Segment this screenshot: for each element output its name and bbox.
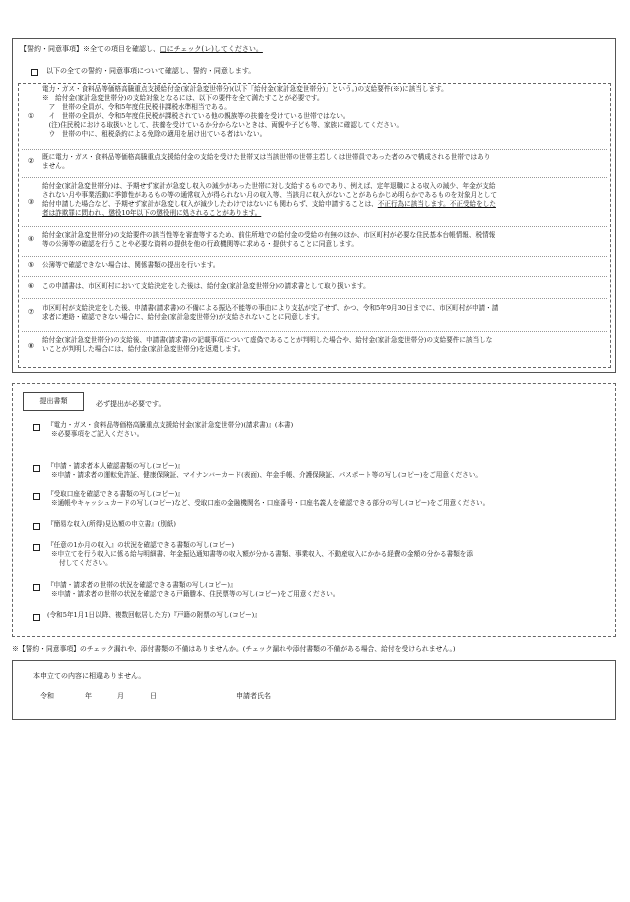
consent-item-6: ⑥ この申請書は、市区町村において支給決定をした後は、給付金(家計急変世帯分)の請求書として取り扱います。 — [27, 282, 370, 290]
consent-item-8: ⑧ 給付金(家計急変世帯分)の支給後、申請書(請求書)の記載事項について虚偽であることが判明した場合や、給付金(家計急変世帯分)の支給要件に該当しな いことが判明した場合には、給付金(家計急変世帯分)を返還します。 — [27, 336, 493, 354]
doc-item-household: 『申請・請求者の世帯の状況を確認できる書類の写し(コピー)』 ※申請・請求者の世帯の状況を確認できる戸籍謄本、住民票等の写し(コピー)をご用意ください。 — [47, 581, 340, 599]
all-agree-checkbox[interactable] — [31, 69, 38, 76]
applicant-name-label: 申請者氏名 — [236, 692, 271, 700]
consent-item-5: ⑤ 公簿等で確認できない場合は、関係書類の提出を行います。 — [27, 261, 220, 269]
signature-year-label: 年 — [85, 692, 92, 700]
doc-item-id: 『申請・請求者本人確認書類の写し(コピー)』 ※申請・請求者の運転免許証、健康保険証、マイナンバーカード(表面)、年金手帳、介護保険証、パスポート等の写し(コピー)をご用意ください。 — [47, 462, 482, 480]
doc-item-main-form: 『電力・ガス・食料品等価格高騰重点支援給付金(家計急変世帯分)(請求書)』(本書) ※必要事項をご記入ください。 — [47, 421, 294, 439]
consent-item-2: ② 既に電力・ガス・食料品等価格高騰重点支援給付金の支給を受けた世帯又は当該世帯の世帯主若しくは世帯員であった者のみで構成される世帯ではあり ません。 — [27, 153, 491, 171]
divider — [22, 256, 607, 257]
doc-item-income-statement: 『簡易な収入(所得)見込額の申立書』(別紙) — [47, 520, 176, 528]
documents-label: 提出書類 — [39, 397, 68, 405]
consent-item-7: ⑦ 市区町村が支給決定をした後、申請書(請求書)の不備による振込不能等の事由により支払が完了せず、かつ、令和5年9月30日までに、市区町村が申請・請 求者に連絡・確認できない場合に、給付金(家計急変世帯分)が支給されないことに同意します。 — [27, 304, 499, 322]
doc-item-monthly-income: 『任意の1か月の収入』の状況を確認できる書類の写し(コピー) ※申立てを行う収入に係る給与明細書、年金振込通知書等の収入額が分かる書類、事業収入、不動産収入にかかる経費の金額の分かる書類を添 付してください。 — [47, 541, 473, 568]
divider — [22, 226, 607, 227]
final-check-note: ※【誓約・同意事項】のチェック漏れや、添付書類の不備はありませんか。(チェック漏れや添付書類の不備がある場合、給付を受けられません。) — [12, 645, 456, 653]
doc-checkbox-family-register[interactable] — [33, 614, 40, 621]
doc-item-account: 『受取口座を確認できる書類の写し(コピー)』 ※通帳やキャッシュカードの写し(コピー)など、受取口座の金融機関名・口座番号・口座名義人を確認できる部分の写し(コピー)をご用意ください。 — [47, 490, 490, 508]
consent-item-3: ③ 給付金(家計急変世帯分)は、予期せず家計が急変し収入の減少があった世帯に対し支給するものであり、例えば、定年退職による収入の減少、年金が支給 されない月や事業活動に季節性があるもの等の通常収入が得られない月の収入等、当該月に収入がないことがあらかじめ明らかであるものを対象月として 給付申請した場合など、予期せず家計が急変し収入が減少したわけではないにも関わらず、支給申請することは、不正行為に該当します。不正受給をした 者は詐欺罪に問われ、懲役10年以下の懲役刑に処されることがあります。 — [27, 182, 497, 218]
consent-header: 【誓約・同意事項】※全ての項目を確認し、□にチェック(レ)してください。 — [20, 45, 263, 53]
divider — [22, 276, 607, 277]
applicant-name-field[interactable] — [280, 688, 600, 702]
signature-era: 令和 — [40, 692, 54, 700]
doc-checkbox-id[interactable] — [33, 465, 40, 472]
consent-item-1: ① 電力・ガス・食料品等価格高騰重点支援給付金(家計急変世帯分)(以下「給付金(家計急変世帯分)」という。)の支給要件(※)に該当します。 ※ 給付金(家計急変世帯分)の支給対象となるには、以下の要件を全て満たすことが必要です。 ア 世帯の全員が、令和5年度住民税非課税水準相当である。 イ 世帯の全員が、令和5年度住民税が課税されている他の親族等の扶養を受けている世帯ではない。 (注)住民税における取扱いとして、扶養を受けているか分からないときは、両親や子ども等、家族に確認してください。 ウ 世帯の中に、租税条約による免除の適用を届け出ている者はいない。 — [27, 85, 448, 139]
consent-item-4: ④ 給付金(家計急変世帯分)の支給要件の該当性等を審査等するため、前住所地での給付金の受給の有無のほか、市区町村が必要な住民基本台帳情報、税情報 等の公簿等の確認を行うことや必要な資料の提供を他の行政機関等に求める・提供することに同意します。 — [27, 231, 496, 249]
divider — [22, 298, 607, 299]
all-agree-label: 以下の全ての誓約・同意事項について確認し、誓約・同意します。 — [46, 67, 256, 75]
doc-checkbox-account[interactable] — [33, 493, 40, 500]
doc-checkbox-main-form[interactable] — [33, 424, 40, 431]
doc-checkbox-income-statement[interactable] — [33, 523, 40, 530]
divider — [22, 331, 607, 332]
signature-statement: 本申立ての内容に相違ありません。 — [33, 672, 146, 680]
doc-item-family-register: (令和5年1月1日以降、複数回転居した方)『戸籍の附票の写し(コピー)』 — [47, 611, 261, 619]
doc-checkbox-monthly-income[interactable] — [33, 544, 40, 551]
documents-required-note: 必ず提出が必要です。 — [96, 400, 166, 408]
divider — [22, 149, 607, 150]
doc-checkbox-household[interactable] — [33, 584, 40, 591]
signature-day-label: 日 — [150, 692, 157, 700]
divider — [22, 177, 607, 178]
signature-month-label: 月 — [117, 692, 124, 700]
